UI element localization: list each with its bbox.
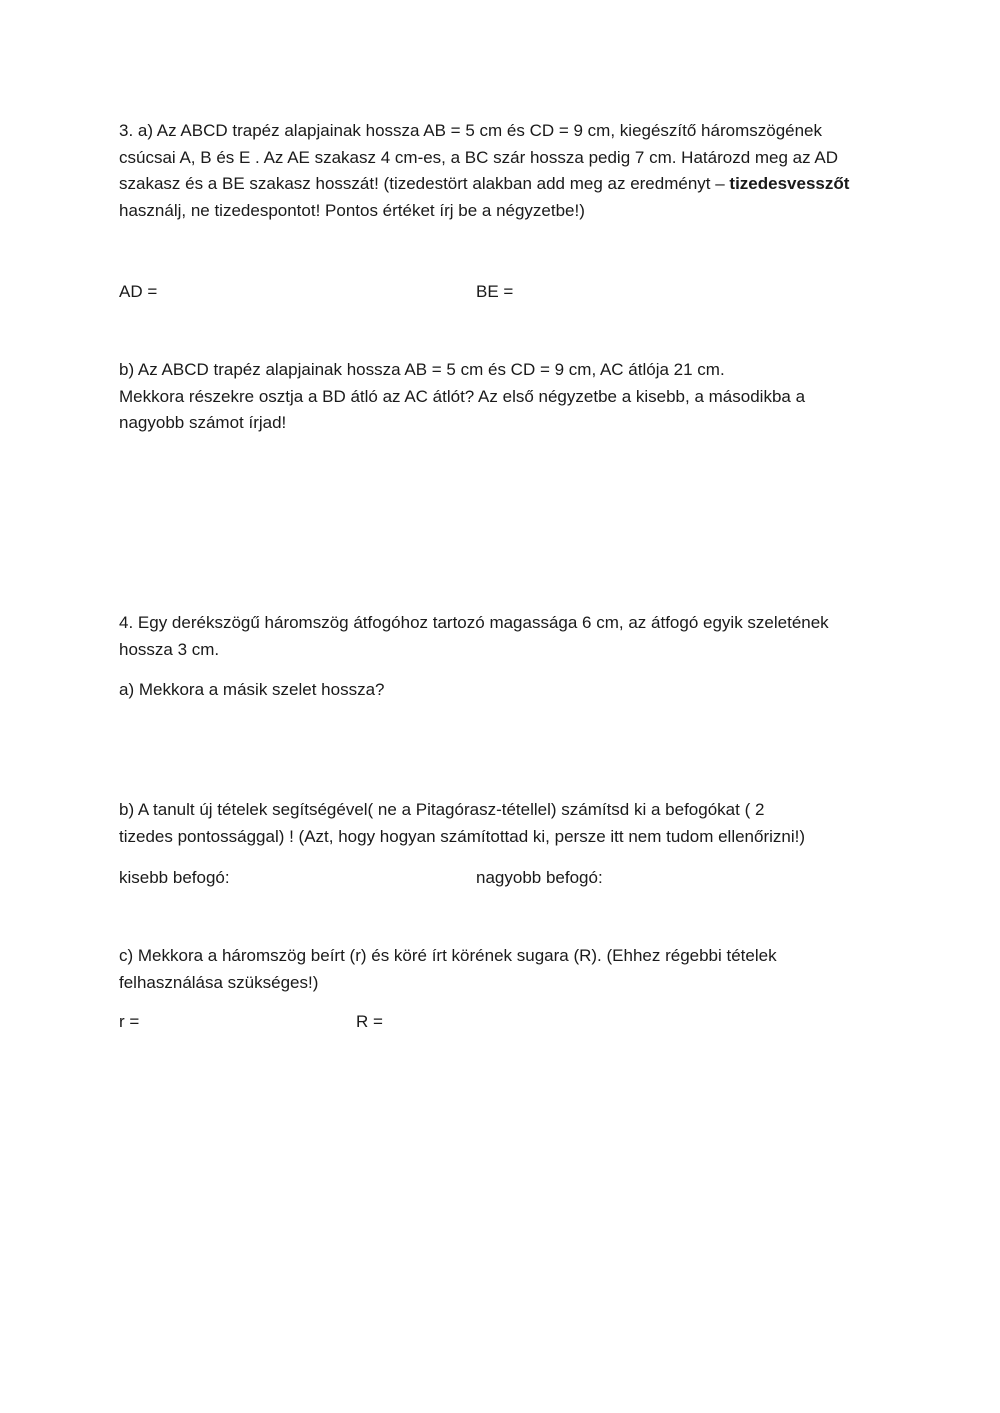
q4c-text bbox=[119, 943, 889, 996]
q3b-line-2: Mekkora részekre osztja a BD átló az AC átlót? Az első négyzetbe a kisebb, a másodikba a bbox=[119, 386, 806, 406]
r-label: r = bbox=[119, 1012, 140, 1031]
q4b-text bbox=[119, 797, 889, 850]
q4a-line: a) Mekkora a másik szelet hossza? bbox=[119, 680, 385, 699]
q4-intro-line-1: 4. Egy derékszögű háromszög átfogóhoz tartozó magassága 6 cm, az átfogó egyik szeletének bbox=[119, 613, 829, 632]
R-answer-box[interactable] bbox=[392, 1009, 532, 1035]
q3a-line-2: csúcsai A, B és E . Az AE szakasz 4 cm-es, a BC szár hossza pedig 7 cm. Határozd meg az AD bbox=[119, 147, 839, 167]
r-answer-box[interactable] bbox=[150, 1009, 290, 1035]
q3a-line-1: 3. a) Az ABCD trapéz alapjainak hossza AB = 5 cm és CD = 9 cm, kiegészítő háromszögének bbox=[119, 121, 823, 140]
q3a-text bbox=[119, 118, 889, 224]
q4a-answer-box[interactable] bbox=[119, 720, 259, 746]
smaller-leg-label: kisebb befogó: bbox=[119, 868, 230, 887]
be-label: BE = bbox=[476, 282, 514, 301]
ad-answer-box[interactable] bbox=[166, 279, 306, 305]
q4c-line-1: c) Mekkora a háromszög beírt (r) és köré írt körének sugara (R). (Ehhez régebbi tételek bbox=[119, 946, 777, 965]
R-label: R = bbox=[356, 1012, 383, 1031]
q3a-line-4: használj, ne tizedespontot! Pontos értéket írj be a négyzetbe!) bbox=[119, 200, 585, 220]
q3b-first-answer-box[interactable] bbox=[119, 480, 259, 506]
q3b-line-3: nagyobb számot írjad! bbox=[119, 413, 287, 432]
q4b-line-2: tizedes pontossággal) ! (Azt, hogy hogyan számítottad ki, persze itt nem tudom ellenőrizni!) bbox=[119, 826, 806, 846]
q3a-emphasis: tizedesvesszőt bbox=[729, 174, 850, 193]
q3a-line-3-text: szakasz és a BE szakasz hosszát! (tizedestört alakban add meg az eredményt – bbox=[119, 174, 730, 193]
q3b-text bbox=[119, 357, 889, 437]
q4c-line-2: felhasználása szükséges!) bbox=[119, 972, 319, 992]
larger-leg-label: nagyobb befogó: bbox=[476, 868, 603, 887]
ad-label: AD = bbox=[119, 282, 158, 301]
q3b-line-1: b) Az ABCD trapéz alapjainak hossza AB = 5 cm és CD = 9 cm, AC átlója 21 cm. bbox=[119, 360, 725, 379]
q4-intro-line-2: hossza 3 cm. bbox=[119, 639, 220, 659]
larger-leg-answer-box[interactable] bbox=[620, 865, 760, 891]
be-answer-box[interactable] bbox=[520, 279, 660, 305]
smaller-leg-answer-box[interactable] bbox=[250, 865, 390, 891]
q4-intro-text bbox=[119, 610, 889, 663]
q3b-second-answer-box[interactable] bbox=[300, 480, 440, 506]
q4b-line-1: b) A tanult új tételek segítségével( ne a Pitagórasz-tétellel) számítsd ki a befogókat ( 2 bbox=[119, 800, 765, 819]
q4a-text bbox=[119, 677, 889, 704]
q3a-line-3 bbox=[119, 171, 889, 198]
